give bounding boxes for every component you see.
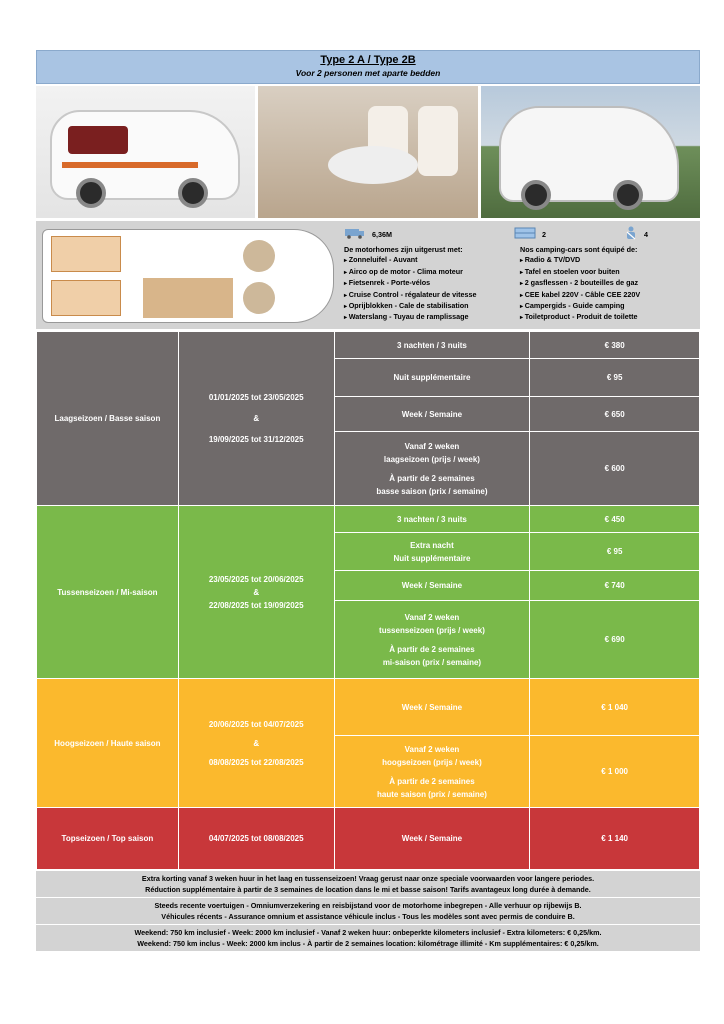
floorplan-equipment-row (36, 221, 700, 329)
price-cell: € 95 (530, 359, 700, 397)
table-row: Vanaf 2 weken tussenseizoen (prijs / week) À partir de 2 semaines mi-saison (prix / semaine) € 690 (37, 601, 700, 679)
spec-icons (344, 223, 696, 245)
floorplan (36, 221, 340, 329)
equipment-list-nl: De motorhomes zijn uitgerust met: ▸ Zonneluifel - Auvant ▸ Airco op de motor - Clima moteur ▸ Fietsenrek - Porte-vélos ▸ Cruise Control - régalateur de vitesse ▸ Oprijblokken - Cale de stabilisation ▸ Waterslang - Tuyau de ramplissage (344, 245, 520, 324)
notes-section (36, 870, 700, 951)
equipment-panel (340, 221, 700, 329)
list-item: ▸ Radio & TV/DVD (520, 255, 696, 266)
season-mid-dates: 23/05/2025 tot 20/06/2025 & 22/08/2025 tot 19/09/2025 (178, 506, 334, 679)
table-row: Vanaf 2 weken hoogseizoen (prijs / week) À partir de 2 semaines haute saison (prix / semaine) € 1 000 (37, 736, 700, 808)
price-sheet (36, 50, 700, 951)
season-top-dates: 04/07/2025 tot 08/08/2025 (178, 808, 334, 870)
list-item: ▸ Oprijblokken - Cale de stabilisation (344, 301, 520, 312)
vehicle-icon (344, 227, 366, 241)
interior-photo (258, 86, 477, 218)
season-mid-name: Tussenseizoen / Mi-saison (37, 506, 179, 679)
list-item: ▸ Campergids - Guide camping (520, 301, 696, 312)
season-top-name: Topseizoen / Top saison (37, 808, 179, 870)
table-row: Hoogseizoen / Haute saison 20/06/2025 tot 04/07/2025 & 08/08/2025 tot 22/08/2025 Week / Semaine € 1 040 (37, 679, 700, 736)
table-row: Tussenseizoen / Mi-saison 23/05/2025 tot 20/06/2025 & 22/08/2025 tot 19/09/2025 3 nachten / 3 nuits € 450 (37, 506, 700, 533)
price-cell: € 1 140 (530, 808, 700, 870)
price-cell: € 600 (530, 432, 700, 506)
title-banner (36, 50, 700, 84)
van-illustration (50, 110, 240, 200)
page-title: Type 2 A / Type 2B (320, 54, 416, 66)
price-cell: € 690 (530, 601, 700, 679)
list-item: ▸ Zonneluifel - Auvant (344, 255, 520, 266)
beds-spec: 2 (514, 227, 624, 241)
price-cell: € 380 (530, 332, 700, 359)
table-row: Topseizoen / Top saison 04/07/2025 tot 08/08/2025 Week / Semaine € 1 140 (37, 808, 700, 870)
exterior-photo-front (481, 86, 700, 218)
van-illustration-front (499, 106, 679, 202)
price-cell: € 650 (530, 397, 700, 432)
seatbelt-person-icon (624, 226, 638, 242)
page-subtitle: Voor 2 personen met aparte bedden (295, 68, 441, 78)
bed-icon (514, 227, 536, 241)
length-spec: 6,36M (344, 227, 514, 241)
table-row: Vanaf 2 weken laagseizoen (prijs / week) À partir de 2 semaines basse saison (prix / semaine) € 600 (37, 432, 700, 506)
list-item: ▸ Toiletproduct - Produit de toilette (520, 312, 696, 323)
table-row: Nuit supplémentaire € 95 (37, 359, 700, 397)
list-item: ▸ Cruise Control - régalateur de vitesse (344, 290, 520, 301)
list-item: ▸ Airco op de motor - Clima moteur (344, 267, 520, 278)
table-row: Week / Semaine € 650 (37, 397, 700, 432)
list-item: ▸ Tafel en stoelen voor buiten (520, 267, 696, 278)
list-item: ▸ Waterslang - Tuyau de ramplissage (344, 312, 520, 323)
season-low-dates: 01/01/2025 tot 23/05/2025 & 19/09/2025 tot 31/12/2025 (178, 332, 334, 506)
discount-note: Extra korting vanaf 3 weken huur in het laag en tussenseizoen! Vraag gerust naar onze speciale voorwaarden voor langere periodes. Réduction supplémentaire à partir de 3 semaines de location dans le mi et basse saison! Tarifs avantageux long durée à demande. (36, 870, 700, 897)
season-high-name: Hoogseizoen / Haute saison (37, 679, 179, 808)
kilometer-note: Weekend: 750 km inclusief - Week: 2000 km inclusief - Vanaf 2 weken huur: onbeperkte kilometers inclusief - Extra kilometers: € 0,25/km. Weekend: 750 km inclus - Week: 2000 km inclus - À partir de 2 semaines location: kilométrage illimité - Km supplémentaires: € 0,25/km. (36, 924, 700, 951)
price-cell: € 450 (530, 506, 700, 533)
table-row: Extra nacht Nuit supplémentaire € 95 (37, 533, 700, 571)
equipment-list-fr: Nos camping-cars sont équipé de: ▸ Radio & TV/DVD ▸ Tafel en stoelen voor buiten ▸ 2 gasflessen - 2 bouteilles de gaz ▸ CEE kabel 220V - Câble CEE 220V ▸ Campergids - Guide camping ▸ Toiletproduct - Produit de toilette (520, 245, 696, 324)
insurance-note: Steeds recente voertuigen - Omniumverzekering en reisbijstand voor de motorhome inbegrepen - Alle verhuur op rijbewijs B. Véhicules récents - Assurance omnium et assistance véhicule inclus - Tous les modèles sont avec permis de conduire B. (36, 897, 700, 924)
price-cell: € 1 040 (530, 679, 700, 736)
photo-strip (36, 86, 700, 218)
table-row: Week / Semaine € 740 (37, 571, 700, 601)
price-cell: € 740 (530, 571, 700, 601)
list-item: ▸ 2 gasflessen - 2 bouteilles de gaz (520, 278, 696, 289)
price-table (36, 331, 700, 870)
list-item: ▸ Fietsenrek - Porte-vélos (344, 278, 520, 289)
table-row: Laagseizoen / Basse saison 01/01/2025 tot 23/05/2025 & 19/09/2025 tot 31/12/2025 3 nachten / 3 nuits € 380 (37, 332, 700, 359)
season-high-dates: 20/06/2025 tot 04/07/2025 & 08/08/2025 tot 22/08/2025 (178, 679, 334, 808)
list-item: ▸ CEE kabel 220V - Câble CEE 220V (520, 290, 696, 301)
price-cell: € 95 (530, 533, 700, 571)
season-low-name: Laagseizoen / Basse saison (37, 332, 179, 506)
seats-spec: 4 (624, 226, 648, 242)
price-cell: € 1 000 (530, 736, 700, 808)
exterior-photo-side (36, 86, 255, 218)
